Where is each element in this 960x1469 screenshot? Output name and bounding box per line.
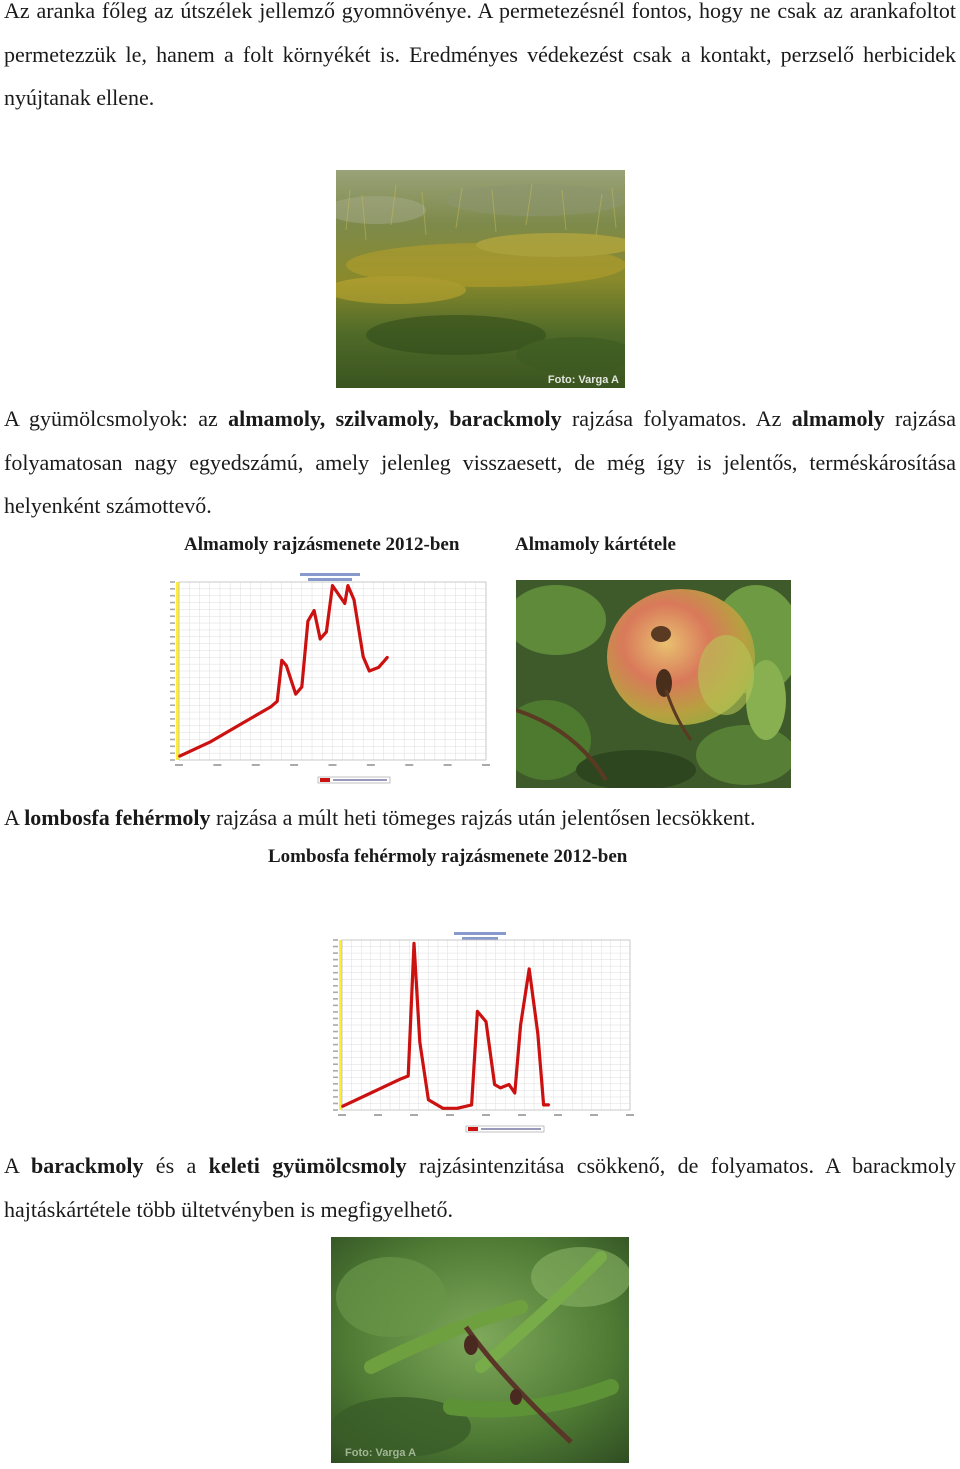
x-tick-label	[252, 764, 260, 766]
data-point	[399, 1079, 401, 1081]
y-tick-label	[170, 698, 175, 700]
chart-title-mark	[300, 573, 360, 576]
legend-text-mark	[333, 779, 387, 781]
y-tick-label	[170, 622, 175, 624]
y-tick-label	[333, 998, 338, 1000]
text-segment: A	[4, 1153, 32, 1178]
text-segment: rajzása folyamatosan nagy egyedszámú, amely jelenleg visszaesett, de még így is jelentős, terméskárosítása helyenként számottevő.	[4, 406, 956, 518]
y-tick-label	[170, 643, 175, 645]
y-tick-label	[333, 1031, 338, 1033]
bold-term: keleti gyümölcsmoly	[208, 1153, 407, 1178]
y-tick-label	[333, 972, 338, 974]
y-tick-label	[170, 711, 175, 713]
y-axis-marker	[339, 940, 342, 1110]
data-point	[347, 585, 349, 587]
y-tick-label	[170, 677, 175, 679]
data-point	[543, 1104, 545, 1106]
x-tick-label	[175, 764, 183, 766]
y-tick-label	[170, 684, 175, 686]
y-tick-label	[170, 602, 175, 604]
data-point	[419, 1041, 421, 1043]
y-tick-label	[170, 752, 175, 754]
y-tick-label	[170, 629, 175, 631]
y-tick-label	[333, 1103, 338, 1105]
y-tick-label	[333, 1044, 338, 1046]
data-point	[520, 1024, 522, 1026]
y-tick-label	[333, 1109, 338, 1111]
bold-term: lombosfa fehérmoly	[24, 805, 211, 830]
y-tick-label	[333, 1063, 338, 1065]
x-tick-label	[338, 1114, 346, 1116]
text-segment: A	[4, 805, 25, 830]
y-tick-label	[170, 588, 175, 590]
data-point	[338, 594, 340, 596]
y-tick-label	[333, 952, 338, 954]
data-point	[325, 631, 327, 633]
x-tick-label	[374, 1114, 382, 1116]
y-tick-label	[170, 691, 175, 693]
y-tick-label	[170, 739, 175, 741]
y-tick-label	[333, 978, 338, 980]
data-point	[378, 667, 380, 669]
x-tick-label	[367, 764, 375, 766]
y-tick-label	[170, 581, 175, 583]
data-point	[413, 943, 415, 945]
bold-term: almamoly	[791, 406, 885, 431]
data-point	[442, 1107, 444, 1109]
y-tick-label	[170, 732, 175, 734]
chart-almamoly	[168, 570, 490, 788]
y-tick-label	[333, 992, 338, 994]
chart-title-mark	[454, 932, 506, 935]
photo-apple-damage	[516, 580, 791, 788]
chart-almamoly-svg	[168, 570, 490, 788]
y-tick-label	[170, 663, 175, 665]
data-point	[301, 686, 303, 688]
data-point	[353, 599, 355, 601]
data-point	[362, 656, 364, 658]
legend-swatch	[320, 778, 330, 782]
y-tick-label	[333, 1090, 338, 1092]
photo-credit: Foto: Varga A	[345, 1447, 417, 1459]
y-tick-label	[170, 615, 175, 617]
x-tick-label	[554, 1114, 562, 1116]
data-point	[178, 756, 180, 758]
paragraph-gyumolcsmolyok	[4, 397, 956, 528]
x-tick-label	[290, 764, 298, 766]
data-point	[341, 1106, 343, 1108]
data-point	[344, 602, 346, 604]
data-point	[286, 665, 288, 667]
y-tick-label	[333, 965, 338, 967]
y-tick-label	[170, 650, 175, 652]
y-tick-label	[333, 1050, 338, 1052]
chart-title-mark	[462, 937, 498, 940]
y-tick-label	[333, 1057, 338, 1059]
data-point	[281, 659, 283, 661]
data-point	[370, 1092, 372, 1094]
x-tick-label	[446, 1114, 454, 1116]
y-tick-label	[333, 1011, 338, 1013]
data-point	[313, 610, 315, 612]
data-point	[276, 700, 278, 702]
x-tick-label	[482, 1114, 490, 1116]
y-tick-label	[333, 985, 338, 987]
text-segment: és a	[143, 1153, 209, 1178]
bold-term: almamoly, szilvamoly, barackmoly	[228, 406, 562, 431]
x-tick-label	[590, 1114, 598, 1116]
y-tick-label	[333, 1005, 338, 1007]
y-tick-label	[333, 1018, 338, 1020]
y-tick-label	[170, 718, 175, 720]
data-point	[528, 968, 530, 970]
y-tick-label	[170, 670, 175, 672]
legend-swatch	[468, 1127, 478, 1131]
data-point	[471, 1104, 473, 1106]
data-point	[240, 724, 242, 726]
text-segment: rajzása a múlt heti tömeges rajzás után jelentősen lecsökkent.	[210, 805, 756, 830]
y-tick-label	[170, 746, 175, 748]
text-segment: rajzásintenzitása csökkenő, de folyamatos. A barackmoly hajtáskártétele több ültetvényben is megfigyelhető.	[4, 1153, 956, 1222]
data-point	[368, 670, 370, 672]
y-tick-label	[333, 946, 338, 948]
data-point	[319, 638, 321, 640]
data-point	[332, 585, 334, 587]
data-point	[209, 741, 211, 743]
text-segment: A gyümölcsmolyok: az	[4, 406, 229, 431]
data-point	[476, 1011, 478, 1013]
chart-lombosfa-svg	[326, 930, 636, 1135]
data-point	[508, 1084, 510, 1086]
data-point	[295, 693, 297, 695]
bold-term: barackmoly	[31, 1153, 144, 1178]
photo-credit: Foto: Varga A	[547, 374, 619, 386]
paragraph-aranka: Az aranka főleg az útszélek jellemző gyomnövénye. A permetezésnél fontos, hogy ne csak az arankafoltot permetezzük le, hanem a folt környékét is. Eredményes védekezést csak a kontakt, perzselő herbicidek nyújtanak ellene.	[4, 0, 956, 110]
y-tick-label	[170, 759, 175, 761]
legend-text-mark	[481, 1128, 541, 1130]
caption-almamoly-photo: Almamoly kártétele	[515, 534, 676, 555]
x-tick-label	[329, 764, 337, 766]
x-tick-label	[213, 764, 221, 766]
data-point	[537, 1033, 539, 1035]
series-line	[342, 943, 549, 1108]
data-point	[514, 1092, 516, 1094]
photo-peach-shoot	[331, 1237, 629, 1463]
y-tick-label	[333, 939, 338, 941]
y-tick-label	[170, 609, 175, 611]
chart-title-mark	[308, 578, 352, 581]
data-point	[456, 1107, 458, 1109]
data-point	[428, 1099, 430, 1101]
x-tick-label	[444, 764, 452, 766]
data-point	[494, 1084, 496, 1086]
x-tick-label	[405, 764, 413, 766]
caption-almamoly-chart: Almamoly rajzásmenete 2012-ben	[184, 534, 460, 555]
data-point	[548, 1104, 550, 1106]
y-tick-label	[333, 1083, 338, 1085]
photo-aranka-field	[336, 170, 625, 388]
y-axis-marker	[176, 582, 179, 760]
data-point	[307, 620, 309, 622]
data-point	[407, 1075, 409, 1077]
x-tick-label	[482, 764, 490, 766]
y-tick-label	[333, 959, 338, 961]
y-tick-label	[333, 1070, 338, 1072]
y-tick-label	[170, 657, 175, 659]
x-tick-label	[518, 1114, 526, 1116]
data-point	[500, 1087, 502, 1089]
chart-lombosfa	[326, 930, 636, 1135]
y-tick-label	[170, 595, 175, 597]
text-segment: rajzása folyamatos. Az	[561, 406, 792, 431]
y-tick-label	[170, 636, 175, 638]
paragraph-barackmoly	[4, 1144, 956, 1231]
paragraph-lombosfa	[4, 796, 956, 840]
x-tick-label	[410, 1114, 418, 1116]
y-tick-label	[333, 1096, 338, 1098]
data-point	[270, 706, 272, 708]
y-tick-label	[170, 704, 175, 706]
y-tick-label	[333, 1024, 338, 1026]
y-tick-label	[333, 1037, 338, 1039]
caption-lombosfa-chart: Lombosfa fehérmoly rajzásmenete 2012-ben	[268, 846, 628, 867]
y-tick-label	[333, 1077, 338, 1079]
data-point	[387, 656, 389, 658]
x-tick-label	[626, 1114, 634, 1116]
data-point	[485, 1021, 487, 1023]
y-tick-label	[170, 725, 175, 727]
